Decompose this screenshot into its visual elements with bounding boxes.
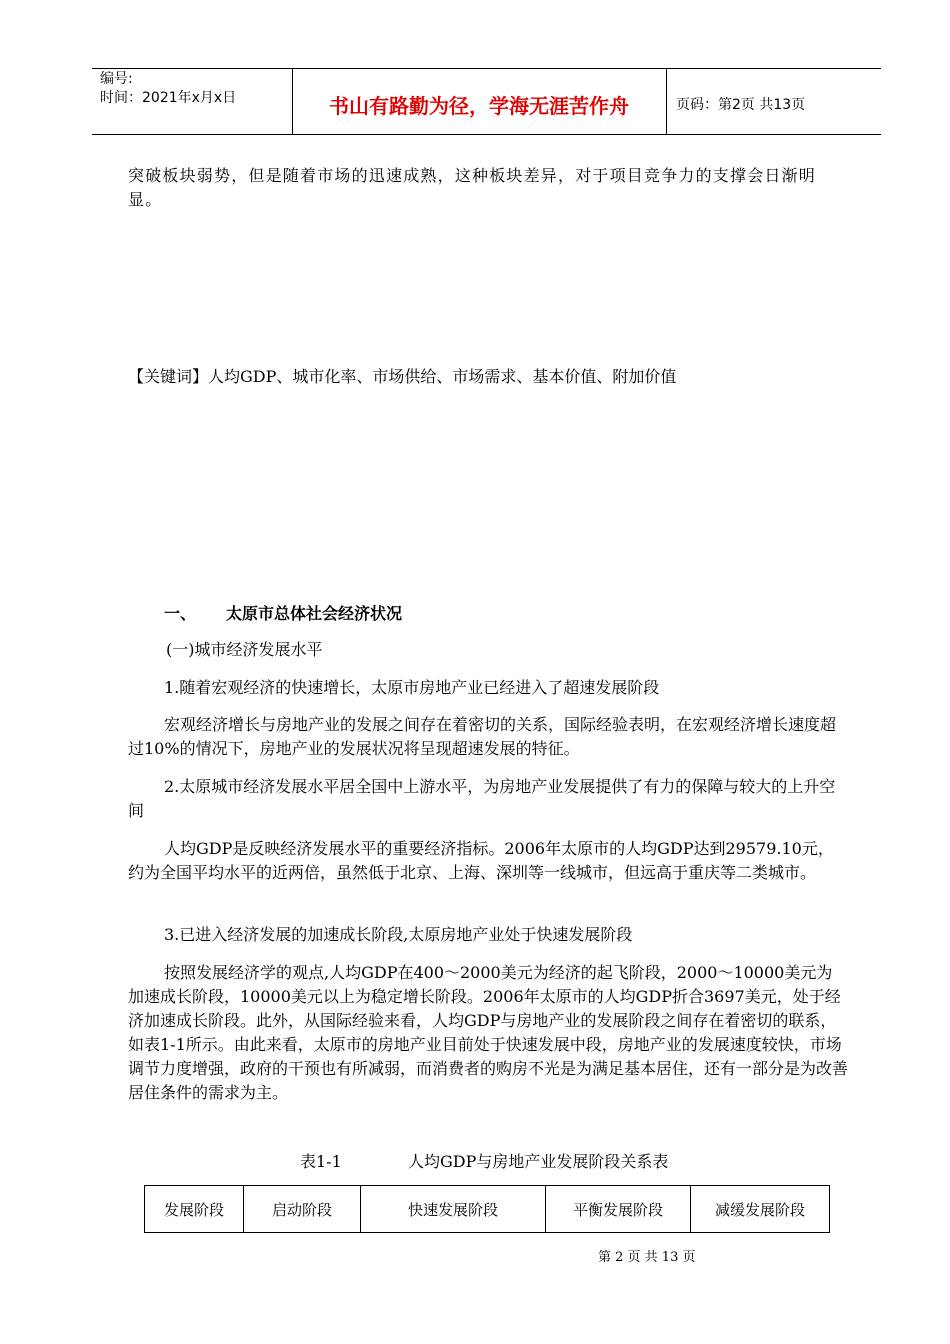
keywords-line: 【关键词】人均GDP、城市化率、市场供给、市场需求、基本价值、附加价值: [128, 367, 677, 386]
point-2-paragraph: 人均GDP是反映经济发展水平的重要经济指标。2006年太原市的人均GDP达到29579.10元，约为全国平均水平的近两倍，虽然低于北京、上海、深圳等一线城市，但远高于重庆等二类城市。: [128, 839, 834, 882]
header-time: 时间：2021年x月x日: [100, 90, 237, 106]
table-header-cell: 减缓发展阶段: [691, 1186, 830, 1233]
section-heading: [164, 601, 402, 624]
page-footer: 第 2 页 共 13 页: [598, 1250, 696, 1265]
point-3-paragraph: 按照发展经济学的观点,人均GDP在400～2000美元为经济的起飞阶段，2000～10000美元为加速成长阶段，10000美元以上为稳定增长阶段。2006年太原市的人均GDP折合3697美元，处于经济加速成长阶段。此外，从国际经验来看，人均GDP与房地产业的发展阶段之间存在着密切的联系，如表1-1所示。由此来看，太原市的房地产业目前处于快速发展中段，房地产业的发展速度较快，市场调节力度增强，政府的干预也有所减弱，而消费者的购房不光是为满足基本居住，还有一部分是为改善居住条件的需求为主。: [128, 963, 849, 1102]
table-caption-title: 人均GDP与房地产业发展阶段关系表: [408, 1152, 669, 1171]
point-2-heading: 2.太原城市经济发展水平居全国中上游水平，为房地产业发展提供了有力的保障与较大的上升空间: [128, 777, 836, 820]
header-top-rule: [92, 68, 881, 69]
header-motto: 书山有路勤为径，学海无涯苦作舟: [329, 94, 629, 118]
table-caption: [300, 1149, 668, 1172]
table-row: [145, 1186, 830, 1233]
point-1-paragraph: 宏观经济增长与房地产业的发展之间存在着密切的关系，国际经验表明，在宏观经济增长速度超过10%的情况下，房地产业的发展状况将呈现超速发展的特征。: [128, 715, 837, 758]
table-header-cell: 快速发展阶段: [361, 1186, 546, 1233]
table-header-cell: 平衡发展阶段: [546, 1186, 691, 1233]
intro-paragraph: 突破板块弱势，但是随着市场的迅速成熟，这种板块差异，对于项目竞争力的支撑会日渐明显。: [128, 166, 817, 209]
point-3-heading: 3.已进入经济发展的加速成长阶段,太原房地产业处于快速发展阶段: [164, 925, 633, 944]
subsection-heading: (一)城市经济发展水平: [166, 640, 323, 659]
table-caption-number: 表1-1: [300, 1152, 342, 1171]
stage-table: [144, 1185, 830, 1233]
table-header-cell: 启动阶段: [244, 1186, 361, 1233]
header-meta: [100, 70, 236, 108]
header-bottom-rule: [92, 134, 881, 135]
header-code: 编号:: [100, 71, 133, 87]
header-page-number: 页码：第2页 共13页: [676, 97, 806, 113]
point-1-heading: 1.随着宏观经济的快速增长，太原市房地产业已经进入了超速发展阶段: [164, 678, 660, 697]
section-title: 太原市总体社会经济状况: [226, 604, 403, 623]
section-number: 一、: [164, 604, 197, 623]
table-header-cell: 发展阶段: [145, 1186, 244, 1233]
header-divider-right: [666, 68, 667, 134]
